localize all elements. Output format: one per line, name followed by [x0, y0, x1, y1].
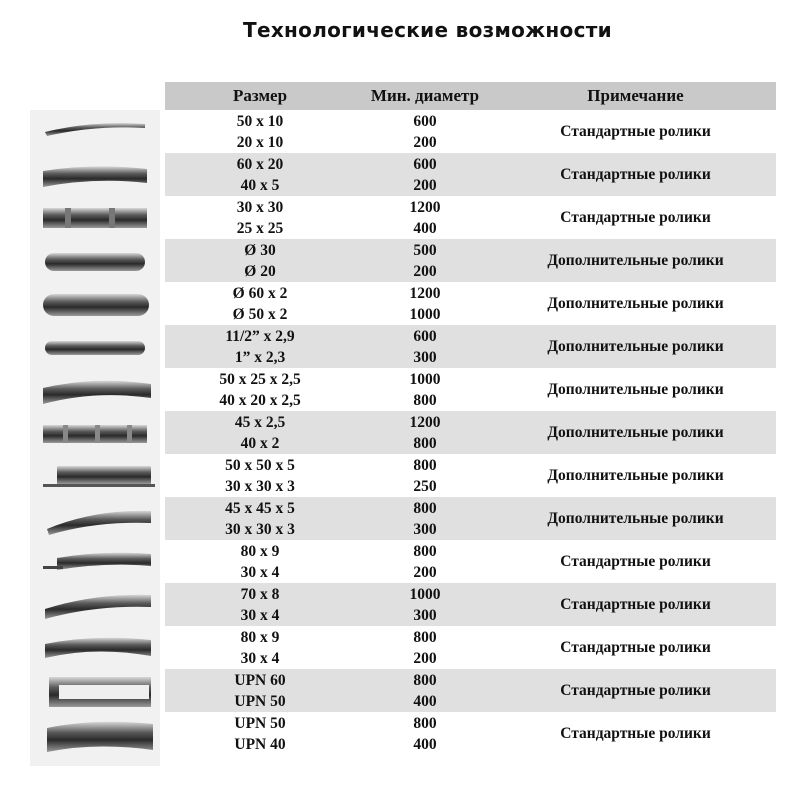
table-row [165, 497, 776, 540]
profile-image-tee-flange [30, 626, 160, 668]
size-cell [165, 541, 355, 583]
diameter-secondary: 250 [413, 477, 437, 495]
table-row [165, 669, 776, 712]
diameter-primary: 1000 [409, 370, 441, 388]
diameter-cell [355, 455, 495, 497]
table-row [165, 153, 776, 196]
size-secondary: 1” x 2,3 [234, 348, 286, 366]
diameter-cell [355, 670, 495, 712]
profile-image-channel-out [30, 669, 160, 711]
diameter-primary: 1200 [409, 198, 441, 216]
diameter-secondary: 400 [413, 692, 437, 710]
size-secondary: Ø 20 [244, 262, 276, 280]
diameter-cell [355, 369, 495, 411]
note-cell: Стандартные ролики [560, 208, 711, 226]
profile-image-round-bar [30, 239, 160, 281]
size-secondary: 30 x 4 [240, 606, 280, 624]
profile-image-pipe [30, 325, 160, 367]
note-cell: Дополнительные ролики [547, 380, 724, 398]
size-primary: UPN 60 [234, 671, 286, 689]
profile-image-round-tube [30, 282, 160, 324]
diameter-secondary: 400 [413, 219, 437, 237]
profile-thumbnails [30, 110, 160, 766]
size-primary: 11/2” x 2,9 [225, 327, 295, 345]
size-primary: 50 x 25 x 2,5 [219, 370, 301, 388]
size-primary: Ø 30 [244, 241, 276, 259]
size-cell [165, 283, 355, 325]
page-title: Технологические возможности [243, 18, 612, 42]
size-secondary: 20 x 10 [236, 133, 284, 151]
size-secondary: UPN 50 [234, 692, 286, 710]
table-row [165, 282, 776, 325]
diameter-primary: 600 [413, 155, 437, 173]
table-header [165, 82, 776, 110]
diameter-cell [355, 154, 495, 196]
size-primary: 80 x 9 [240, 628, 280, 646]
size-cell [165, 455, 355, 497]
diameter-primary: 500 [413, 241, 437, 259]
size-primary: 45 x 2,5 [234, 413, 286, 431]
diameter-secondary: 300 [413, 606, 437, 624]
table-row [165, 411, 776, 454]
diameter-primary: 1200 [409, 413, 441, 431]
note-cell: Дополнительные ролики [547, 423, 724, 441]
size-secondary: 30 x 4 [240, 649, 280, 667]
size-cell [165, 498, 355, 540]
size-primary: UPN 50 [234, 714, 286, 732]
size-secondary: UPN 40 [234, 735, 286, 753]
size-cell [165, 584, 355, 626]
diameter-primary: 800 [413, 714, 437, 732]
table-row [165, 325, 776, 368]
size-primary: 50 x 10 [236, 112, 284, 130]
diameter-cell [355, 326, 495, 368]
profile-image-channel-in [30, 712, 160, 754]
table-body [165, 110, 776, 755]
profile-image-angle-in [30, 497, 160, 539]
diameter-secondary: 200 [413, 133, 437, 151]
size-secondary: 25 x 25 [236, 219, 284, 237]
diameter-secondary: 200 [413, 176, 437, 194]
diameter-primary: 800 [413, 456, 437, 474]
profile-image-angle-out [30, 454, 160, 496]
diameter-primary: 600 [413, 327, 437, 345]
table-row [165, 110, 776, 153]
diameter-secondary: 300 [413, 348, 437, 366]
size-cell [165, 326, 355, 368]
diameter-secondary: 1000 [409, 305, 441, 323]
note-cell: Стандартные ролики [560, 681, 711, 699]
diameter-primary: 1200 [409, 284, 441, 302]
note-cell: Дополнительные ролики [547, 337, 724, 355]
diameter-cell [355, 283, 495, 325]
diameter-cell [355, 498, 495, 540]
profile-image-rect-tube [30, 368, 160, 410]
size-cell [165, 713, 355, 755]
diameter-cell [355, 240, 495, 282]
header-min-diameter: Мин. диаметр [370, 86, 480, 105]
size-cell [165, 154, 355, 196]
size-primary: 60 x 20 [236, 155, 284, 173]
size-primary: Ø 60 x 2 [232, 284, 288, 302]
table-row [165, 540, 776, 583]
size-cell [165, 627, 355, 669]
size-primary: 30 x 30 [236, 198, 284, 216]
size-secondary: 30 x 4 [240, 563, 280, 581]
diameter-secondary: 300 [413, 520, 437, 538]
profile-image-flat-band [30, 153, 160, 195]
size-cell [165, 111, 355, 153]
diameter-secondary: 800 [413, 391, 437, 409]
header-note: Примечание [587, 86, 684, 105]
table-row [165, 454, 776, 497]
diameter-cell [355, 111, 495, 153]
note-cell: Стандартные ролики [560, 638, 711, 656]
size-cell [165, 197, 355, 239]
size-secondary: Ø 50 x 2 [232, 305, 288, 323]
diameter-cell [355, 584, 495, 626]
size-primary: 45 x 45 x 5 [225, 499, 295, 517]
size-secondary: 30 x 30 x 3 [225, 477, 295, 495]
header-size: Размер [232, 86, 288, 105]
note-cell: Дополнительные ролики [547, 294, 724, 312]
size-cell [165, 240, 355, 282]
note-cell: Дополнительные ролики [547, 509, 724, 527]
diameter-cell [355, 627, 495, 669]
diameter-secondary: 800 [413, 434, 437, 452]
size-primary: 70 x 8 [240, 585, 280, 603]
diameter-cell [355, 713, 495, 755]
note-cell: Дополнительные ролики [547, 251, 724, 269]
diameter-primary: 800 [413, 499, 437, 517]
table-row [165, 368, 776, 411]
diameter-primary: 800 [413, 628, 437, 646]
size-primary: 80 x 9 [240, 542, 280, 560]
size-cell [165, 670, 355, 712]
diameter-secondary: 400 [413, 735, 437, 753]
note-cell: Дополнительные ролики [547, 466, 724, 484]
diameter-secondary: 200 [413, 563, 437, 581]
note-cell: Стандартные ролики [560, 595, 711, 613]
profile-image-flat-arc [30, 110, 160, 152]
note-cell: Стандартные ролики [560, 165, 711, 183]
diameter-cell [355, 412, 495, 454]
profile-image-square-tube [30, 411, 160, 453]
size-secondary: 30 x 30 x 3 [225, 520, 295, 538]
size-secondary: 40 x 2 [240, 434, 280, 452]
diameter-primary: 800 [413, 671, 437, 689]
capabilities-table [165, 82, 776, 755]
profile-image-tee-out [30, 540, 160, 582]
diameter-primary: 600 [413, 112, 437, 130]
size-cell [165, 369, 355, 411]
note-cell: Стандартные ролики [560, 552, 711, 570]
size-primary: 50 x 50 x 5 [225, 456, 295, 474]
profile-image-tee-in [30, 583, 160, 625]
diameter-primary: 1000 [409, 585, 441, 603]
profile-image-square-bar [30, 196, 160, 238]
diameter-secondary: 200 [413, 262, 437, 280]
size-secondary: 40 x 5 [240, 176, 280, 194]
size-secondary: 40 x 20 x 2,5 [219, 391, 301, 409]
table-row [165, 626, 776, 669]
table-row [165, 239, 776, 282]
table-row [165, 583, 776, 626]
table-row [165, 196, 776, 239]
note-cell: Стандартные ролики [560, 122, 711, 140]
table-row [165, 712, 776, 755]
size-cell [165, 412, 355, 454]
note-cell: Стандартные ролики [560, 724, 711, 742]
diameter-cell [355, 197, 495, 239]
diameter-primary: 800 [413, 542, 437, 560]
diameter-cell [355, 541, 495, 583]
diameter-secondary: 200 [413, 649, 437, 667]
